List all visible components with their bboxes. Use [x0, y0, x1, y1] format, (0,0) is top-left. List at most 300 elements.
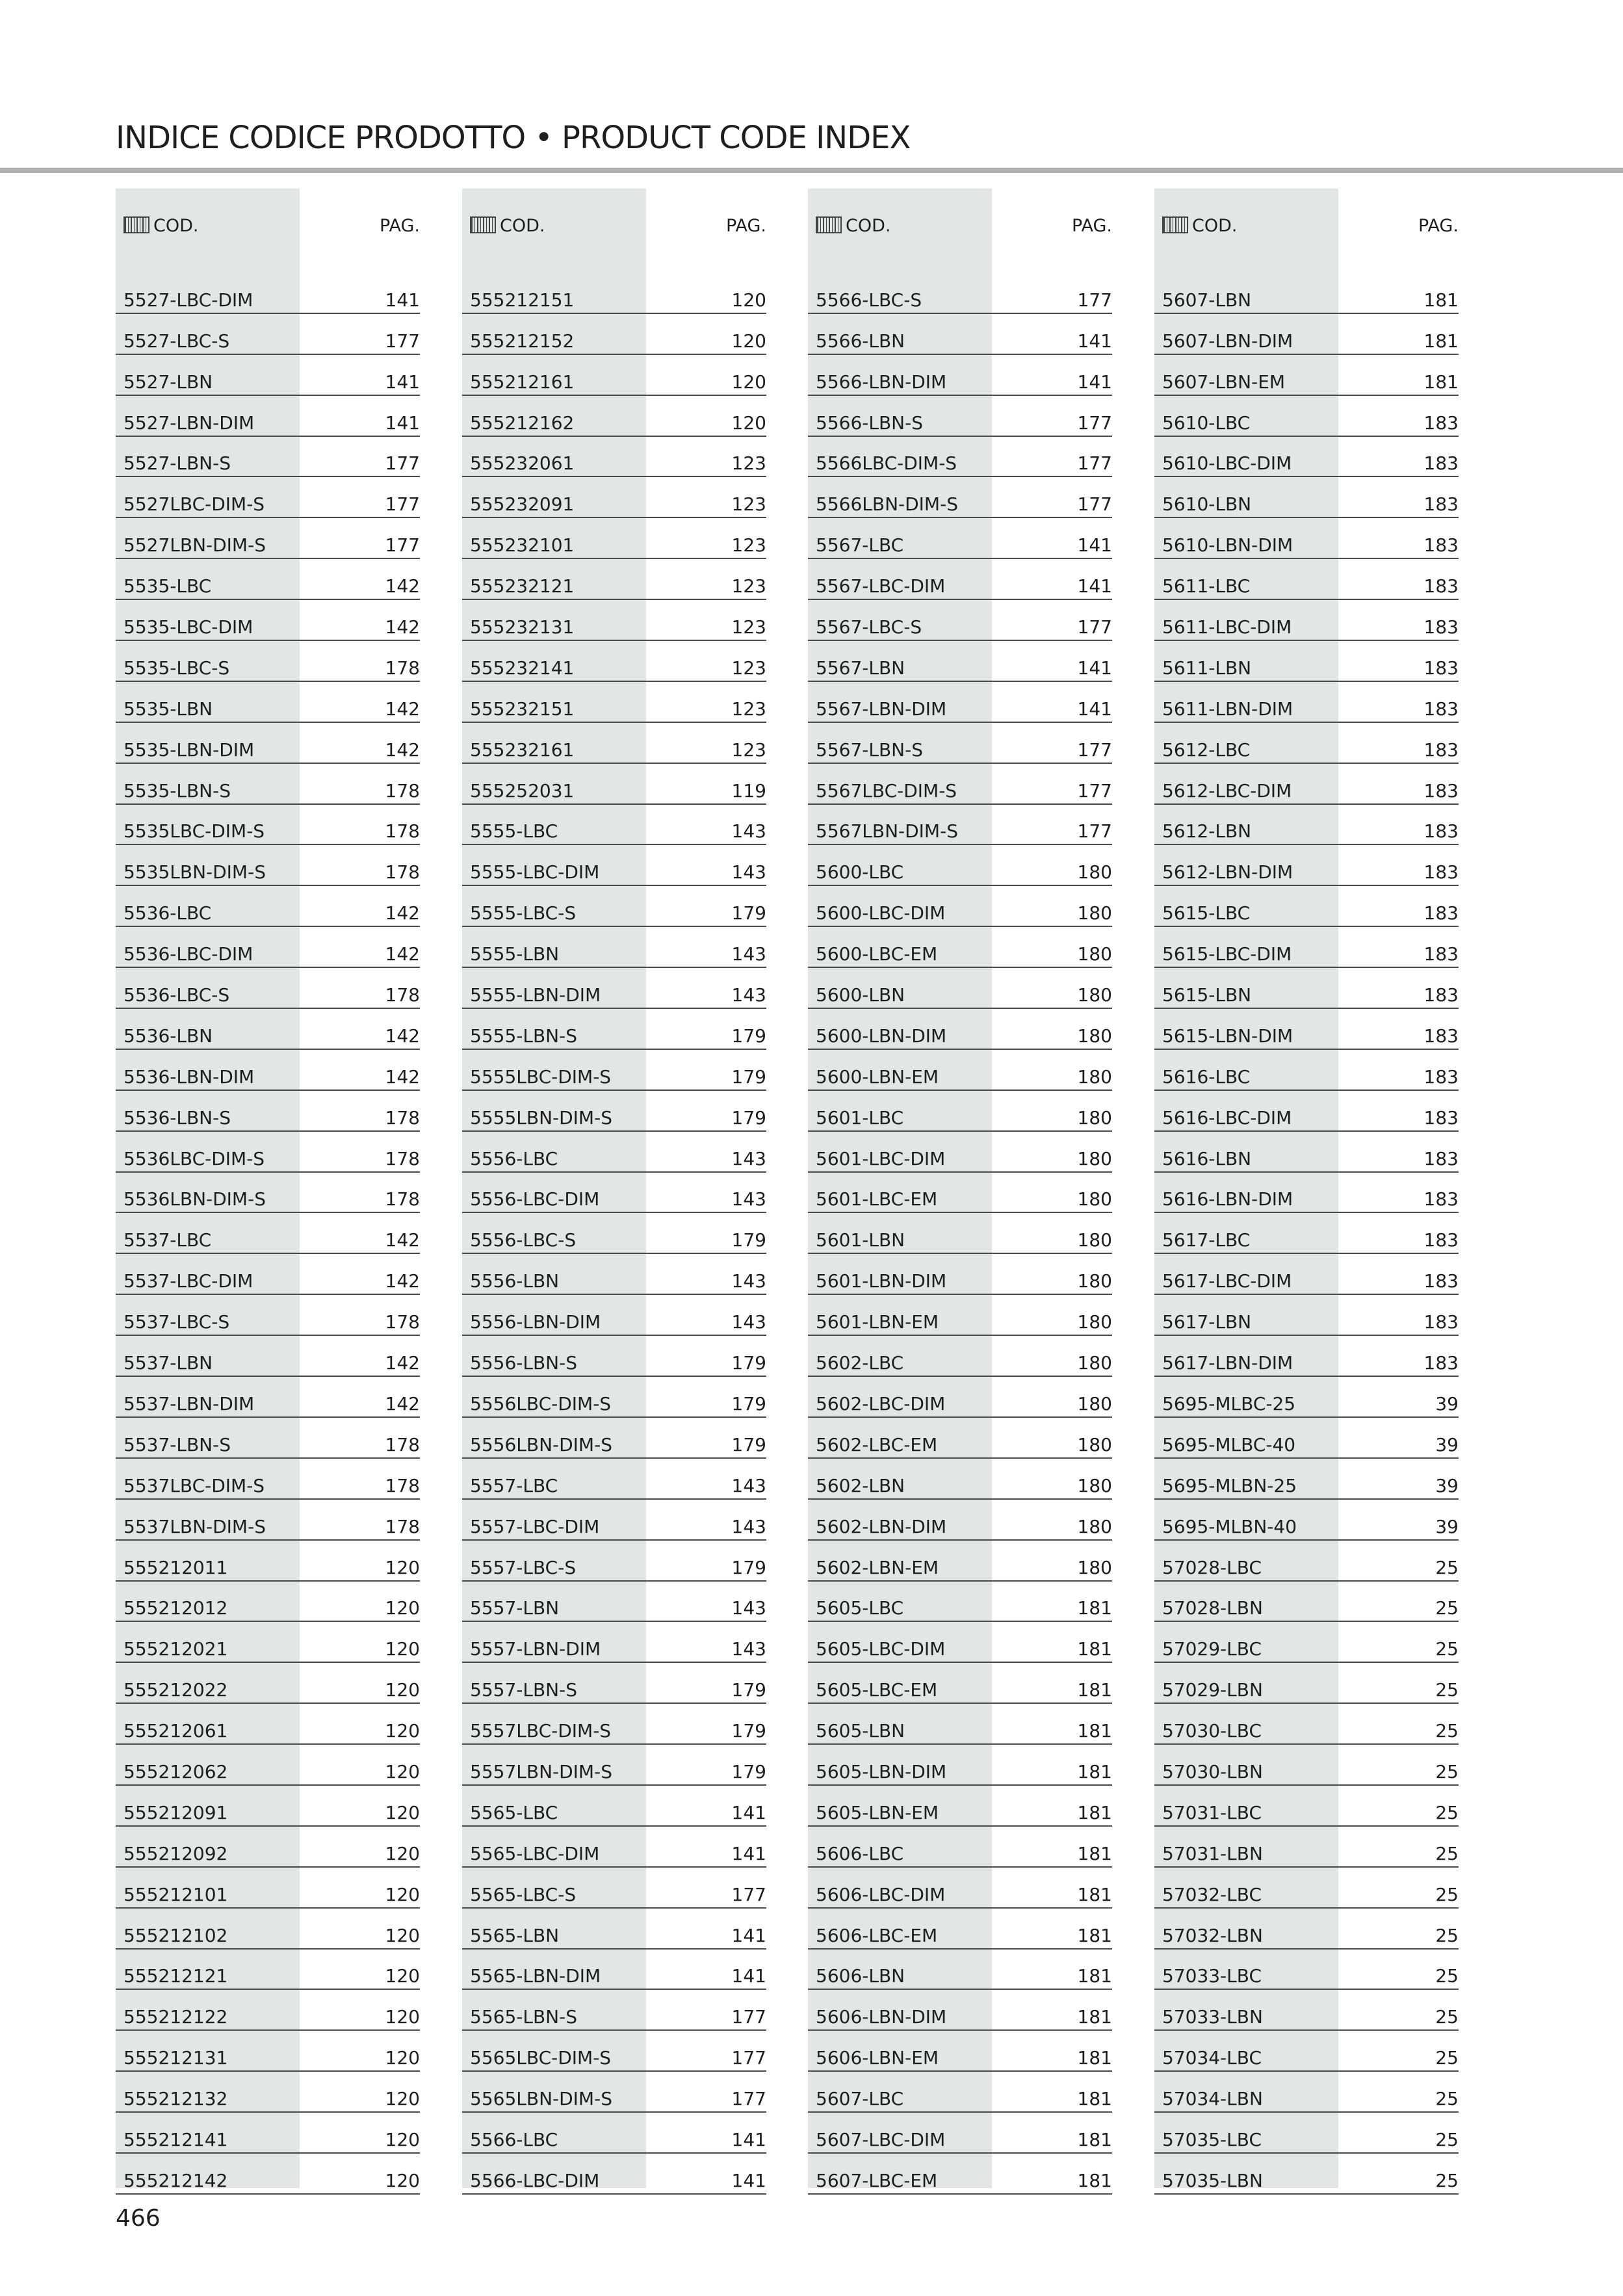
product-code: 5565LBC-DIM-S [470, 2047, 612, 2069]
page-ref: 181 [1077, 1883, 1112, 1905]
page-ref: 177 [1077, 738, 1112, 761]
product-code: 5557-LBN-S [470, 1679, 577, 1701]
product-code: 5527-LBN [123, 371, 213, 393]
barcode-icon [470, 216, 496, 233]
product-code: 5536-LBC-S [123, 984, 230, 1006]
table-row [1154, 886, 1459, 927]
product-code: 57033-LBN [1162, 2006, 1263, 2028]
product-code: 57030-LBC [1162, 1720, 1262, 1742]
page-ref: 181 [1077, 1965, 1112, 1987]
product-code: 5566-LBC [470, 2128, 558, 2150]
product-code: 5602-LBC-DIM [816, 1392, 946, 1415]
product-code: 555232131 [470, 616, 575, 638]
page-ref: 143 [731, 1188, 766, 1210]
page-number: 466 [116, 2205, 161, 2232]
product-code: 5567LBN-DIM-S [816, 820, 958, 842]
product-code: 5600-LBN [816, 984, 905, 1006]
product-code: 5537LBN-DIM-S [123, 1515, 266, 1537]
page-ref: 179 [731, 1065, 766, 1088]
table-row [462, 518, 766, 559]
page-ref: 183 [1423, 493, 1459, 515]
page-ref: 178 [385, 820, 420, 842]
table-row [808, 1336, 1112, 1377]
product-code: 5557-LBC-DIM [470, 1515, 600, 1537]
product-code: 5611-LBC [1162, 575, 1251, 597]
table-row [1154, 2031, 1459, 2072]
product-code: 555232121 [470, 575, 575, 597]
product-code: 5565-LBN-DIM [470, 1965, 601, 1987]
page-ref: 183 [1423, 1147, 1459, 1169]
pag-label: PAG. [725, 216, 766, 236]
product-code: 5536LBC-DIM-S [123, 1147, 265, 1169]
table-row [116, 641, 420, 682]
page-ref: 120 [385, 1679, 420, 1701]
product-code: 5536-LBC-DIM [123, 943, 253, 965]
page-ref: 178 [385, 1433, 420, 1455]
page-ref: 141 [731, 2169, 766, 2191]
product-code: 5537LBC-DIM-S [123, 1474, 265, 1496]
page-ref: 178 [385, 984, 420, 1006]
product-code: 555212131 [123, 2047, 228, 2069]
product-code: 57034-LBC [1162, 2047, 1262, 2069]
table-row [1154, 1254, 1459, 1295]
page-ref: 143 [731, 1597, 766, 1619]
table-row [808, 1213, 1112, 1254]
table-row [808, 1541, 1112, 1582]
table-row [1154, 1990, 1459, 2031]
page-ref: 141 [1077, 534, 1112, 556]
product-code: 555212091 [123, 1801, 228, 1823]
page-ref: 181 [1077, 2128, 1112, 2150]
cod-label: COD. [1192, 216, 1238, 236]
table-row [462, 559, 766, 600]
product-code: 5527LBN-DIM-S [123, 534, 266, 556]
page-ref: 178 [385, 1474, 420, 1496]
page-ref: 180 [1077, 1392, 1112, 1415]
page-ref: 120 [731, 289, 766, 311]
product-code: 555212021 [123, 1638, 228, 1660]
table-row [116, 1786, 420, 1827]
column-header [462, 208, 766, 247]
product-code: 5602-LBC [816, 1352, 904, 1374]
table-row [808, 559, 1112, 600]
page-ref: 25 [1435, 1883, 1459, 1905]
table-row [116, 396, 420, 437]
table-row [1154, 1336, 1459, 1377]
page-ref: 141 [731, 1801, 766, 1823]
cod-header [470, 216, 545, 236]
page-ref: 183 [1423, 1229, 1459, 1251]
page-ref: 181 [1077, 2047, 1112, 2069]
product-code: 5557LBN-DIM-S [470, 1760, 612, 1782]
product-code: 5566LBN-DIM-S [816, 493, 958, 515]
product-code: 5616-LBC [1162, 1065, 1251, 1088]
page-ref: 180 [1077, 1106, 1112, 1128]
page-ref: 141 [385, 371, 420, 393]
page-ref: 179 [731, 1106, 766, 1128]
product-code: 5565-LBC [470, 1801, 558, 1823]
page-ref: 123 [731, 575, 766, 597]
product-code: 5610-LBN-DIM [1162, 534, 1293, 556]
page-ref: 179 [731, 1352, 766, 1374]
page-ref: 25 [1435, 1597, 1459, 1619]
product-code: 5566-LBN-S [816, 411, 923, 434]
table-row [808, 1663, 1112, 1704]
table-row [808, 1909, 1112, 1950]
product-code: 5567LBC-DIM-S [816, 779, 957, 802]
product-code: 5557-LBN-DIM [470, 1638, 601, 1660]
table-row [1154, 1909, 1459, 1950]
table-row [462, 1950, 766, 1990]
product-code: 5600-LBC-DIM [816, 902, 946, 924]
page-ref: 143 [731, 943, 766, 965]
page-ref: 178 [385, 1515, 420, 1537]
page-ref: 181 [1077, 1760, 1112, 1782]
cod-label: COD. [846, 216, 891, 236]
table-row [116, 927, 420, 968]
page-ref: 179 [731, 1760, 766, 1782]
page-ref: 179 [731, 1024, 766, 1047]
product-code: 5695-MLBC-25 [1162, 1392, 1296, 1415]
page-ref: 183 [1423, 861, 1459, 883]
product-code: 5527-LBN-DIM [123, 411, 255, 434]
page-ref: 25 [1435, 1679, 1459, 1701]
product-code: 5617-LBC-DIM [1162, 1270, 1292, 1292]
table-row [462, 641, 766, 682]
product-code: 555212022 [123, 1679, 228, 1701]
product-code: 5605-LBN-EM [816, 1801, 939, 1823]
product-code: 5605-LBN-DIM [816, 1760, 947, 1782]
table-row [1154, 1541, 1459, 1582]
cod-label: COD. [153, 216, 199, 236]
table-row [116, 355, 420, 396]
table-row [462, 1500, 766, 1541]
page-ref: 120 [385, 1638, 420, 1660]
page-ref: 183 [1423, 943, 1459, 965]
product-code: 555212062 [123, 1760, 228, 1782]
table-row [808, 1500, 1112, 1541]
page-ref: 183 [1423, 1188, 1459, 1210]
product-code: 5567-LBN-S [816, 738, 923, 761]
table-row [1154, 1050, 1459, 1091]
table-row [462, 1541, 766, 1582]
page-ref: 177 [385, 452, 420, 475]
product-code: 5556LBN-DIM-S [470, 1433, 612, 1455]
product-code: 5557LBC-DIM-S [470, 1720, 612, 1742]
product-code: 57030-LBN [1162, 1760, 1263, 1782]
pag-label: PAG. [1418, 216, 1459, 236]
table-row [462, 2154, 766, 2195]
table-row [808, 1868, 1112, 1909]
product-code: 5566-LBN-DIM [816, 371, 947, 393]
table-row [808, 518, 1112, 559]
page-ref: 177 [731, 1883, 766, 1905]
product-code: 5537-LBC-S [123, 1311, 230, 1333]
table-row [462, 1377, 766, 1418]
table-row [116, 1663, 420, 1704]
table-row [116, 314, 420, 355]
page-ref: 142 [385, 943, 420, 965]
table-row [462, 396, 766, 437]
table-row [1154, 968, 1459, 1009]
product-code: 5537-LBN-DIM [123, 1392, 255, 1415]
product-code: 555232151 [470, 698, 575, 720]
table-row [808, 477, 1112, 518]
page-ref: 123 [731, 493, 766, 515]
page-ref: 181 [1077, 2006, 1112, 2028]
table-row [808, 723, 1112, 764]
row-list [1154, 273, 1459, 2195]
page-ref: 181 [1077, 2088, 1112, 2110]
page-ref: 143 [731, 1311, 766, 1333]
product-code: 5557-LBC-S [470, 1556, 577, 1578]
product-code: 5616-LBN-DIM [1162, 1188, 1293, 1210]
product-code: 5535-LBN [123, 698, 213, 720]
product-code: 5602-LBN-EM [816, 1556, 939, 1578]
product-code: 5617-LBC [1162, 1229, 1251, 1251]
table-row [808, 1459, 1112, 1500]
table-row [462, 1990, 766, 2031]
page-ref: 25 [1435, 1556, 1459, 1578]
product-code: 5566-LBC-DIM [470, 2169, 600, 2191]
page-ref: 183 [1423, 616, 1459, 638]
product-code: 5606-LBN [816, 1965, 905, 1987]
table-row [1154, 600, 1459, 641]
table-row [462, 2072, 766, 2113]
product-code: 5695-MLBC-40 [1162, 1433, 1296, 1455]
table-row [1154, 764, 1459, 805]
table-row [116, 1541, 420, 1582]
page-ref: 120 [385, 1965, 420, 1987]
page-ref: 120 [385, 1556, 420, 1578]
page-ref: 120 [385, 2006, 420, 2028]
product-code: 5601-LBN-DIM [816, 1270, 947, 1292]
table-row [462, 2031, 766, 2072]
page-ref: 120 [385, 2047, 420, 2069]
product-code: 5555-LBN-DIM [470, 984, 601, 1006]
page-ref: 39 [1435, 1515, 1459, 1537]
product-code: 5566-LBN [816, 330, 905, 352]
table-row [808, 682, 1112, 723]
product-code: 57031-LBC [1162, 1801, 1262, 1823]
table-row [808, 1990, 1112, 2031]
table-row [462, 1009, 766, 1050]
page-title: INDICE CODICE PRODOTTO • PRODUCT CODE INDEX [116, 120, 911, 156]
page-ref: 25 [1435, 2088, 1459, 2110]
product-code: 5565-LBN-S [470, 2006, 577, 2028]
page-ref: 183 [1423, 1270, 1459, 1292]
page-ref: 120 [731, 411, 766, 434]
table-row [462, 314, 766, 355]
page-ref: 180 [1077, 1556, 1112, 1578]
table-row [116, 1622, 420, 1663]
product-code: 57035-LBC [1162, 2128, 1262, 2150]
table-row [1154, 1663, 1459, 1704]
product-code: 5567-LBN-DIM [816, 698, 947, 720]
pag-label: PAG. [1071, 216, 1112, 236]
product-code: 5535LBN-DIM-S [123, 861, 266, 883]
product-code: 5557-LBN [470, 1597, 560, 1619]
table-row [116, 273, 420, 314]
page-ref: 180 [1077, 902, 1112, 924]
table-row [116, 1909, 420, 1950]
product-code: 5537-LBC-DIM [123, 1270, 253, 1292]
table-row [462, 1254, 766, 1295]
page-ref: 25 [1435, 1924, 1459, 1946]
product-code: 5600-LBN-EM [816, 1065, 939, 1088]
product-code: 5615-LBN-DIM [1162, 1024, 1293, 1047]
page-ref: 179 [731, 1433, 766, 1455]
page-ref: 123 [731, 738, 766, 761]
table-row [116, 805, 420, 846]
table-row [808, 2154, 1112, 2195]
index-column-1 [116, 189, 420, 2191]
table-row [116, 1418, 420, 1459]
product-code: 5565-LBC-DIM [470, 1842, 600, 1864]
page-ref: 142 [385, 575, 420, 597]
table-row [116, 2031, 420, 2072]
product-code: 555212012 [123, 1597, 228, 1619]
table-row [808, 2072, 1112, 2113]
product-code: 555212162 [470, 411, 575, 434]
product-code: 5601-LBN-EM [816, 1311, 939, 1333]
page-ref: 142 [385, 698, 420, 720]
page-ref: 142 [385, 1065, 420, 1088]
page-ref: 183 [1423, 411, 1459, 434]
product-code: 5565LBN-DIM-S [470, 2088, 612, 2110]
table-row [808, 845, 1112, 886]
product-code: 5611-LBN [1162, 657, 1252, 679]
table-row [1154, 518, 1459, 559]
table-row [808, 1254, 1112, 1295]
page-ref: 181 [1077, 2169, 1112, 2191]
row-list [462, 273, 766, 2195]
table-row [116, 968, 420, 1009]
product-code: 5535-LBC-S [123, 657, 230, 679]
page-ref: 120 [731, 371, 766, 393]
product-code: 5555-LBC-S [470, 902, 577, 924]
page-ref: 180 [1077, 1270, 1112, 1292]
table-row [1154, 2154, 1459, 2195]
page-ref: 180 [1077, 984, 1112, 1006]
page-ref: 25 [1435, 2006, 1459, 2028]
table-row [116, 1500, 420, 1541]
page-ref: 180 [1077, 1515, 1112, 1537]
product-code: 5615-LBC-DIM [1162, 943, 1292, 965]
page-ref: 25 [1435, 2128, 1459, 2150]
page-ref: 181 [1077, 1924, 1112, 1946]
page-ref: 141 [1077, 575, 1112, 597]
table-row [462, 845, 766, 886]
page-ref: 39 [1435, 1433, 1459, 1455]
product-code: 5555LBN-DIM-S [470, 1106, 612, 1128]
product-code: 5601-LBC [816, 1106, 904, 1128]
page-ref: 177 [731, 2088, 766, 2110]
table-row [116, 1295, 420, 1336]
table-row [808, 805, 1112, 846]
page-ref: 183 [1423, 575, 1459, 597]
page-ref: 25 [1435, 1801, 1459, 1823]
page-ref: 183 [1423, 902, 1459, 924]
table-row [808, 1132, 1112, 1173]
page-ref: 142 [385, 1352, 420, 1374]
product-code: 57033-LBC [1162, 1965, 1262, 1987]
row-list [808, 273, 1112, 2195]
page-ref: 177 [385, 493, 420, 515]
product-code: 5537-LBN-S [123, 1433, 231, 1455]
product-code: 5605-LBC-EM [816, 1679, 938, 1701]
table-row [808, 396, 1112, 437]
table-row [1154, 2113, 1459, 2154]
table-row [116, 1459, 420, 1500]
table-row [808, 600, 1112, 641]
product-code: 5612-LBN [1162, 820, 1252, 842]
page-ref: 180 [1077, 943, 1112, 965]
table-row [462, 1295, 766, 1336]
table-row [1154, 805, 1459, 846]
product-code: 5555-LBC [470, 820, 558, 842]
table-row [1154, 927, 1459, 968]
table-row [808, 1009, 1112, 1050]
product-code: 5612-LBC-DIM [1162, 779, 1292, 802]
page-ref: 25 [1435, 1965, 1459, 1987]
product-code: 5602-LBN [816, 1474, 905, 1496]
table-row [462, 682, 766, 723]
table-row [116, 1336, 420, 1377]
page-ref: 183 [1423, 1024, 1459, 1047]
page-ref: 183 [1423, 657, 1459, 679]
product-code: 57035-LBN [1162, 2169, 1263, 2191]
table-row [116, 477, 420, 518]
page-ref: 177 [1077, 493, 1112, 515]
product-code: 5617-LBN-DIM [1162, 1352, 1293, 1374]
table-row [462, 968, 766, 1009]
page-ref: 141 [731, 1965, 766, 1987]
product-code: 5536LBN-DIM-S [123, 1188, 266, 1210]
page-ref: 141 [1077, 657, 1112, 679]
product-code: 5615-LBN [1162, 984, 1252, 1006]
table-row [808, 1582, 1112, 1623]
page-ref: 141 [385, 289, 420, 311]
page-ref: 143 [731, 984, 766, 1006]
page-ref: 181 [1077, 1679, 1112, 1701]
product-code: 5617-LBN [1162, 1311, 1252, 1333]
table-row [116, 845, 420, 886]
page-ref: 142 [385, 1024, 420, 1047]
product-code: 5612-LBN-DIM [1162, 861, 1293, 883]
product-code: 5555-LBN-S [470, 1024, 577, 1047]
cod-header [816, 216, 890, 236]
product-code: 5606-LBN-EM [816, 2047, 939, 2069]
table-row [1154, 1132, 1459, 1173]
product-code: 5556-LBN-DIM [470, 1311, 601, 1333]
table-row [808, 437, 1112, 478]
product-code: 5557-LBC [470, 1474, 558, 1496]
product-code: 5611-LBC-DIM [1162, 616, 1292, 638]
page-ref: 183 [1423, 1106, 1459, 1128]
cod-label: COD. [500, 216, 545, 236]
page-ref: 181 [1423, 371, 1459, 393]
table-row [462, 1622, 766, 1663]
table-row [808, 273, 1112, 314]
table-row [462, 764, 766, 805]
product-code: 5695-MLBN-25 [1162, 1474, 1297, 1496]
page-ref: 142 [385, 616, 420, 638]
product-code: 5527-LBN-S [123, 452, 231, 475]
page-ref: 177 [731, 2006, 766, 2028]
table-row [1154, 1091, 1459, 1132]
product-code: 5600-LBN-DIM [816, 1024, 947, 1047]
